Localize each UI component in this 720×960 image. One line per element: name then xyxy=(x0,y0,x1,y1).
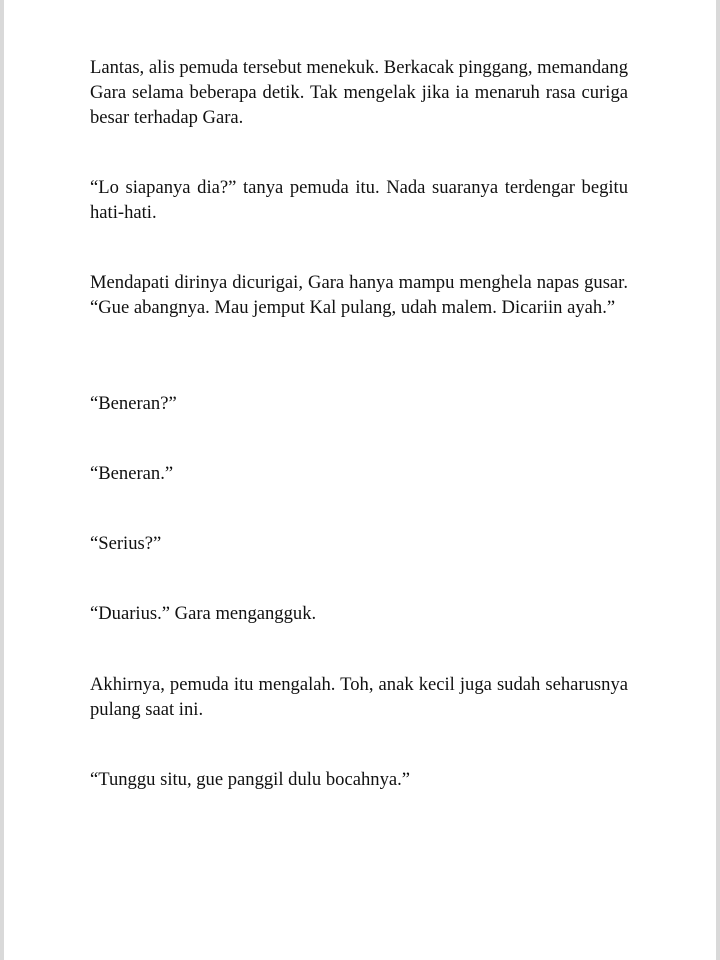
paragraph-8: Akhirnya, pemuda itu mengalah. Toh, anak kecil juga sudah seharusnya pulang saat ini. xyxy=(90,674,628,720)
paragraph-7: “Duarius.” Gara mengangguk. xyxy=(90,603,317,624)
paragraph-9: “Tunggu situ, gue panggil dulu bocahnya.” xyxy=(90,769,411,790)
paragraph-4: “Beneran?” xyxy=(90,393,177,414)
paragraph-2: “Lo siapanya dia?” tanya pemuda itu. Nada suaranya terdengar begitu hati-hati. xyxy=(90,177,628,223)
paragraph-3: Mendapati dirinya dicurigai, Gara hanya mampu menghela napas gusar. “Gue abangnya. Mau jemput Kal pulang, udah malem. Dicariin ayah.” xyxy=(90,272,628,318)
paragraph-1: Lantas, alis pemuda tersebut menekuk. Berkacak pinggang, memandang Gara selama beberapa detik. Tak mengelak jika ia menaruh rasa curiga besar terhadap Gara. xyxy=(90,57,629,128)
document-page xyxy=(4,0,716,960)
paragraph-5: “Beneran.” xyxy=(90,463,174,484)
paragraph-6: “Serius?” xyxy=(90,533,162,554)
